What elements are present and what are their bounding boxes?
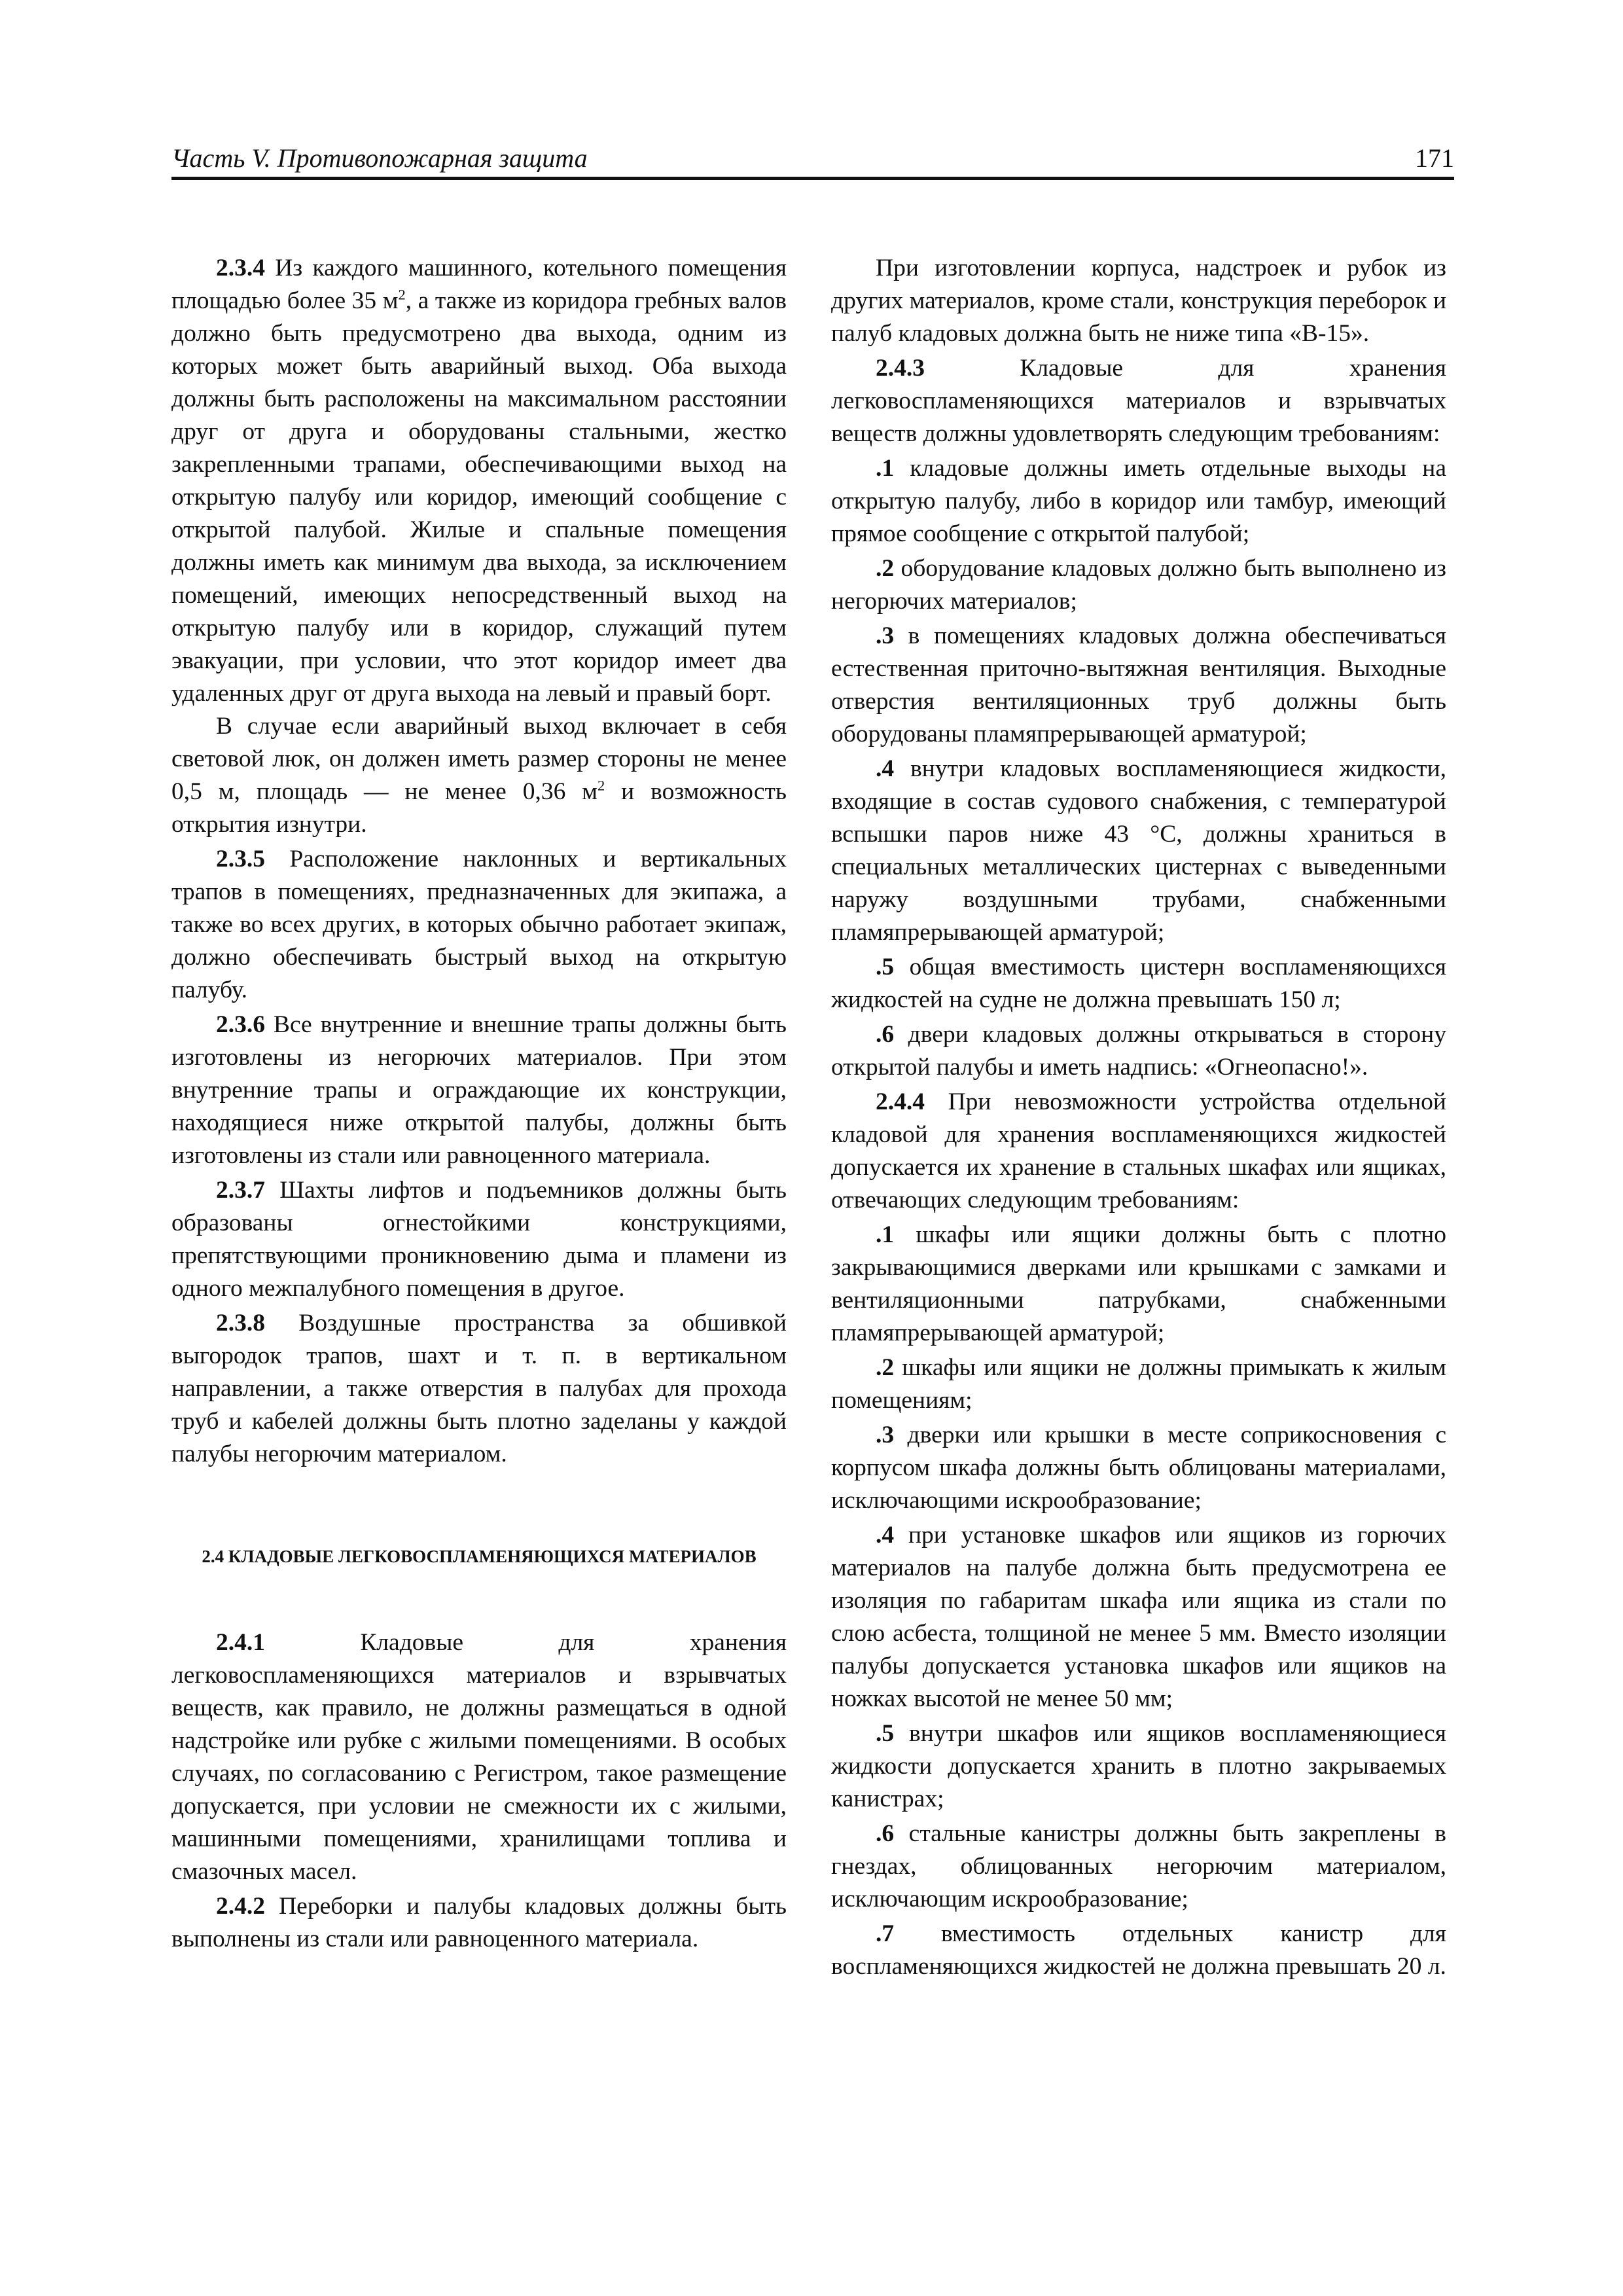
left-column <box>171 252 787 1956</box>
paragraph-2-3-7: 2.3.7 Шахты лифтов и подъемников должны быть образованы огнестойкими конструкциями, препятствующими проникновению дыма и пламени из одного межпалубного помещения в другое. <box>171 1177 787 1302</box>
list-item-2-4-3-4: .4 внутри кладовых воспламеняющиеся жидкости, входящие в состав судового снабжения, с температурой вспышки паров ниже 43 °С, должны храниться в специальных металлических цистернах с выведенными наружу воздушными трубами, снабженными пламяпрерывающей арматурой; <box>831 755 1446 946</box>
list-item-2-4-4-2: .2 шкафы или ящики не должны примыкать к жилым помещениям; <box>831 1354 1446 1414</box>
paragraph-number: 2.4.2 <box>216 1893 265 1920</box>
running-header <box>171 139 1454 178</box>
paragraph-number: 2.3.6 <box>216 1011 265 1038</box>
paragraph-2-3-4: 2.3.4 Из каждого машинного, котельного помещения площадью более 35 $м^2$, а также из коридора гребных валов должно быть предусмотрено два выхода, одним из которых может быть аварийный выход. Оба выхода должны быть расположены на максимальном расстоянии друг от друга и оборудованы стальными, жестко закрепленными трапами, обеспечивающими выход на открытую палубу или коридор, имеющий сообщение с открытой палубой. Жилые и спальные помещения должны иметь как минимум два выхода, за исключением помещений, имеющих непосредственный выход на открытую палубу или в коридор, служащий путем эвакуации, при условии, что этот коридор имеет два удаленных друг от друга выхода на левый и правый борт. <box>171 255 787 707</box>
header-title: Часть V. Противопожарная защита <box>171 143 588 173</box>
header-rule <box>171 177 1454 180</box>
paragraph-number: 2.4.3 <box>876 355 925 382</box>
list-item-2-4-3-5: .5 общая вместимость цистерн воспламеняющихся жидкостей на судне не должна превышать 150 л; <box>831 954 1446 1013</box>
list-item-2-4-4-7: .7 вместимость отдельных канистр для воспламеняющихся жидкостей не должна превышать 20 л. <box>831 1920 1446 1980</box>
paragraph-number: 2.4.1 <box>216 1629 265 1656</box>
paragraph-2-4-3: 2.4.3 Кладовые для хранения легковоспламеняющихся материалов и взрывчатых веществ должны удовлетворять следующим требованиям: <box>831 355 1446 447</box>
section-heading: 2.4 КЛАДОВЫЕ ЛЕГКОВОСПЛАМЕНЯЮЩИХСЯ МАТЕРИАЛОВ <box>202 1547 757 1566</box>
paragraph-2-3-6: 2.3.6 Все внутренние и внешние трапы должны быть изготовлены из негорючих материалов. При этом внутренние трапы и ограждающие их конструкции, находящиеся ниже открытой палубы, должны быть изготовлены из стали или равноценного материала. <box>171 1011 787 1169</box>
list-item-2-4-3-1: .1 кладовые должны иметь отдельные выходы на открытую палубу, либо в коридор или тамбур, имеющий прямое сообщение с открытой палубой; <box>831 455 1446 547</box>
list-item-2-4-4-5: .5 внутри шкафов или ящиков воспламеняющиеся жидкости допускается хранить в плотно закрываемых канистрах; <box>831 1720 1446 1812</box>
paragraph-number: 2.3.7 <box>216 1177 265 1204</box>
paragraph-2-3-4-cont: В случае если аварийный выход включает в себя световой люк, он должен иметь размер стороны не менее 0,5 м, площадь — не менее 0,36 $м^2$ и возможность открытия изнутри. <box>171 713 787 838</box>
list-item-2-4-4-4: .4 при установке шкафов или ящиков из горючих материалов на палубе должна быть предусмотрена ее изоляция по габаритам шкафа или ящика из стали по слою асбеста, толщиной не менее 5 мм. Вместо изоляции палубы допускается установка шкафов или ящиков на ножках высотой не менее 50 мм; <box>831 1522 1446 1712</box>
paragraph-2-4-2: 2.4.2 Переборки и палубы кладовых должны быть выполнены из стали или равноценного материала. <box>171 1893 787 1952</box>
paragraph-number: 2.3.8 <box>216 1310 265 1336</box>
page-number: 171 <box>1415 143 1454 173</box>
list-item-2-4-3-2: .2 оборудование кладовых должно быть выполнено из негорючих материалов; <box>831 555 1446 615</box>
list-item-2-4-3-6: .6 двери кладовых должны открываться в сторону открытой палубы и иметь надпись: «Огнеопасно!». <box>831 1021 1446 1081</box>
list-item-2-4-4-3: .3 дверки или крышки в месте соприкосновения с корпусом шкафа должны быть облицованы материалами, исключающими искрообразование; <box>831 1422 1446 1514</box>
list-item-2-4-3-3: .3 в помещениях кладовых должна обеспечиваться естественная приточно-вытяжная вентиляция. Выходные отверстия вентиляционных труб должны быть оборудованы пламяпрерывающей арматурой; <box>831 622 1446 747</box>
paragraph-2-4-2-cont: При изготовлении корпуса, надстроек и рубок из других материалов, кроме стали, конструкция переборок и палуб кладовых должна быть не ниже типа «В-15». <box>831 255 1447 347</box>
paragraph-2-4-1: 2.4.1 Кладовые для хранения легковоспламеняющихся материалов и взрывчатых веществ, как правило, не должны размещаться в одной надстройке или рубке с жилыми помещениями. В особых случаях, по согласованию с Регистром, такое размещение допускается, при условии не смежности их с жилыми, машинными помещениями, хранилищами топлива и смазочных масел. <box>171 1629 787 1885</box>
right-column <box>831 252 1446 1983</box>
paragraph-number: 2.4.4 <box>876 1088 925 1115</box>
paragraph-2-3-8: 2.3.8 Воздушные пространства за обшивкой выгородок трапов, шахт и т. п. в вертикальном направлении, а также отверстия в палубах для прохода труб и кабелей должны быть плотно заделаны у каждой палубы негорючим материалом. <box>171 1310 787 1467</box>
list-item-2-4-4-6: .6 стальные канистры должны быть закреплены в гнездах, облицованных негорючим материалом, исключающим искрообразование; <box>831 1820 1446 1912</box>
paragraph-2-3-5: 2.3.5 Расположение наклонных и вертикальных трапов в помещениях, предназначенных для экипажа, а также во всех других, в которых обычно работает экипаж, должно обеспечивать быстрый выход на открытую палубу. <box>171 846 787 1003</box>
paragraph-number: 2.3.5 <box>216 846 265 872</box>
paragraph-2-4-4: 2.4.4 При невозможности устройства отдельной кладовой для хранения воспламеняющихся жидкостей допускается их хранение в стальных шкафах или ящиках, отвечающих следующим требованиям: <box>831 1088 1446 1213</box>
paragraph-number: 2.3.4 <box>216 255 265 281</box>
list-item-2-4-4-1: .1 шкафы или ящики должны быть с плотно закрывающимися дверками или крышками с замками и вентиляционными патрубками, снабженными пламяпрерывающей арматурой; <box>831 1221 1446 1346</box>
